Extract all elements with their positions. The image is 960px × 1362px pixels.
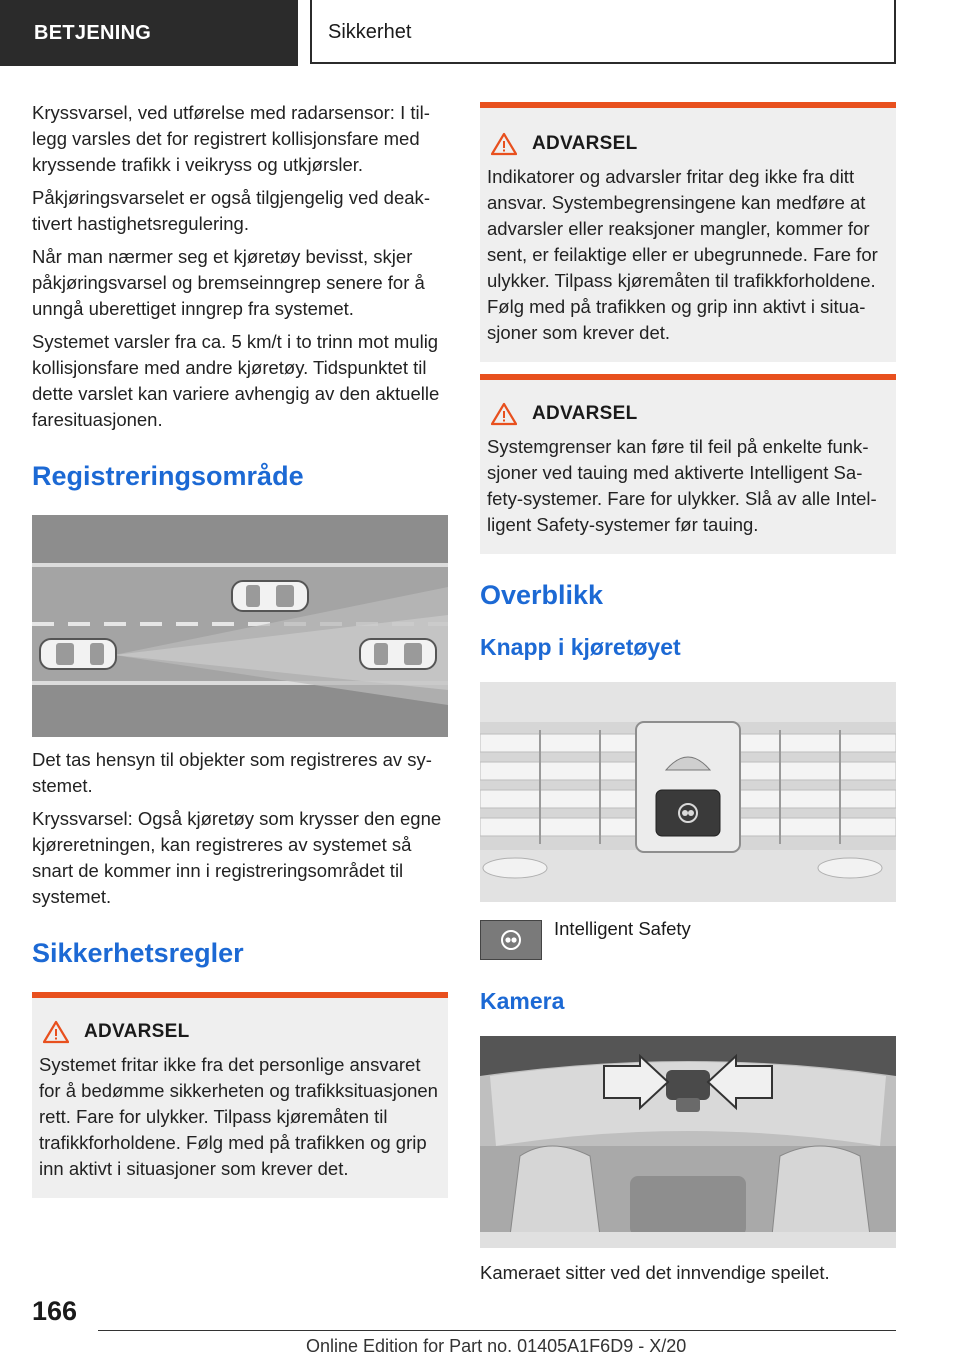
warning-header [39, 1020, 441, 1044]
car-interior-illustration [480, 1036, 896, 1248]
camera-caption: Kameraet sitter ved det innvendige speilet. [480, 1262, 830, 1283]
car-right [360, 639, 436, 669]
intelligent-safety-button-icon [480, 920, 542, 960]
heading-knapp: Knapp i kjøretøyet [480, 634, 681, 660]
safety-icon [500, 929, 522, 951]
warning-header [487, 402, 889, 426]
heading-sikkerhetsregler: Sikkerhetsregler [32, 938, 244, 968]
detection-area-illustration [32, 515, 448, 737]
left-column [32, 100, 448, 1198]
warning-triangle-icon [491, 132, 517, 156]
paragraph-warning-speed: Systemet varsler fra ca. 5 km/t i to trinn mot mulig kollisjonsfare med andre kjøretøy. Tidspunktet til dette varslet kan variere avhengig av den aktuelle faresituasjonen. [32, 331, 440, 430]
car-top [232, 581, 308, 611]
heading-overblikk: Overblikk [480, 580, 604, 610]
edition-note: Online Edition for Part no. 01405A1F6D9 - X/20 [306, 1336, 687, 1356]
camera-photo [480, 1036, 896, 1248]
road-diagram [32, 515, 448, 737]
warning-triangle-icon [43, 1020, 69, 1044]
paragraph-objects: Det tas hensyn til objekter som registreres av systemet. [32, 749, 432, 796]
right-column [480, 102, 896, 1293]
page-header [0, 0, 960, 66]
warning-header [487, 132, 889, 156]
warning-text: Indikatorer og advarsler fritar deg ikke fra ditt ansvar. Systembegrensingene kan medføre at advarsler eller reaksjoner mangler, kommer for sent, er feilaktige eller er ubegrunnede. Fare for ulykker. Tilpass kjøremåten til trafikkforholdene. Følg med på trafikken og grip inn aktivt i situasjoner som krever det. [487, 166, 878, 343]
warning-title: ADVARSEL [532, 403, 638, 424]
paragraph-cross-traffic: Kryssvarsel, ved utførelse med radarsensor: I tillegg varsles det for registrert kollisjonsfare med kryssende trafikk i veikryss og utkjørsler. [32, 102, 430, 175]
warning-title: ADVARSEL [532, 133, 638, 154]
subsection-tab: Sikkerhet [310, 0, 896, 64]
car-left [40, 639, 116, 669]
warning-text: Systemet fritar ikke fra det personlige ansvaret for å bedømme sikkerheten og trafikksituasjonen rett. Fare for ulykker. Tilpass kjøremåten til trafikkforholdene. Følg med på trafikken og grip inn aktivt i situasjoner som krever det. [39, 1054, 438, 1179]
footer-divider [98, 1330, 896, 1331]
button-legend [480, 920, 896, 960]
dashboard-vent-illustration [480, 682, 896, 902]
warning-triangle-icon [491, 402, 517, 426]
warning-box-3 [480, 374, 896, 554]
button-photo [480, 682, 896, 902]
heading-kamera: Kamera [480, 988, 565, 1014]
warning-box-2 [480, 102, 896, 362]
section-tab: BETJENING [0, 0, 298, 66]
warning-title: ADVARSEL [84, 1021, 190, 1042]
paragraph-cross-detection: Kryssvarsel: Også kjøretøy som krysser den egne kjøreretningen, kan registreres av systemet så snart de kommer inn i registreringsområdet til systemet. [32, 808, 442, 907]
warning-box-1 [32, 992, 448, 1198]
button-label: Intelligent Safety [554, 918, 691, 939]
page-number: 166 [32, 1296, 78, 1326]
paragraph-approach: Når man nærmer seg et kjøretøy bevisst, skjer påkjøringsvarsel og bremseinngrep senere for å unngå uberettiget inngrep fra systemet. [32, 246, 425, 319]
paragraph-collision-warning: Påkjøringsvarselet er også tilgjengelig ved deaktivert hastighetsregulering. [32, 187, 430, 234]
warning-text: Systemgrenser kan føre til feil på enkelte funksjoner ved tauing med aktiverte Intelligent Safety-systemer. Fare for ulykker. Slå av alle Intelligent Safety-systemer før tauing. [487, 436, 877, 535]
heading-registreringsomrade: Registreringsområde [32, 461, 304, 491]
